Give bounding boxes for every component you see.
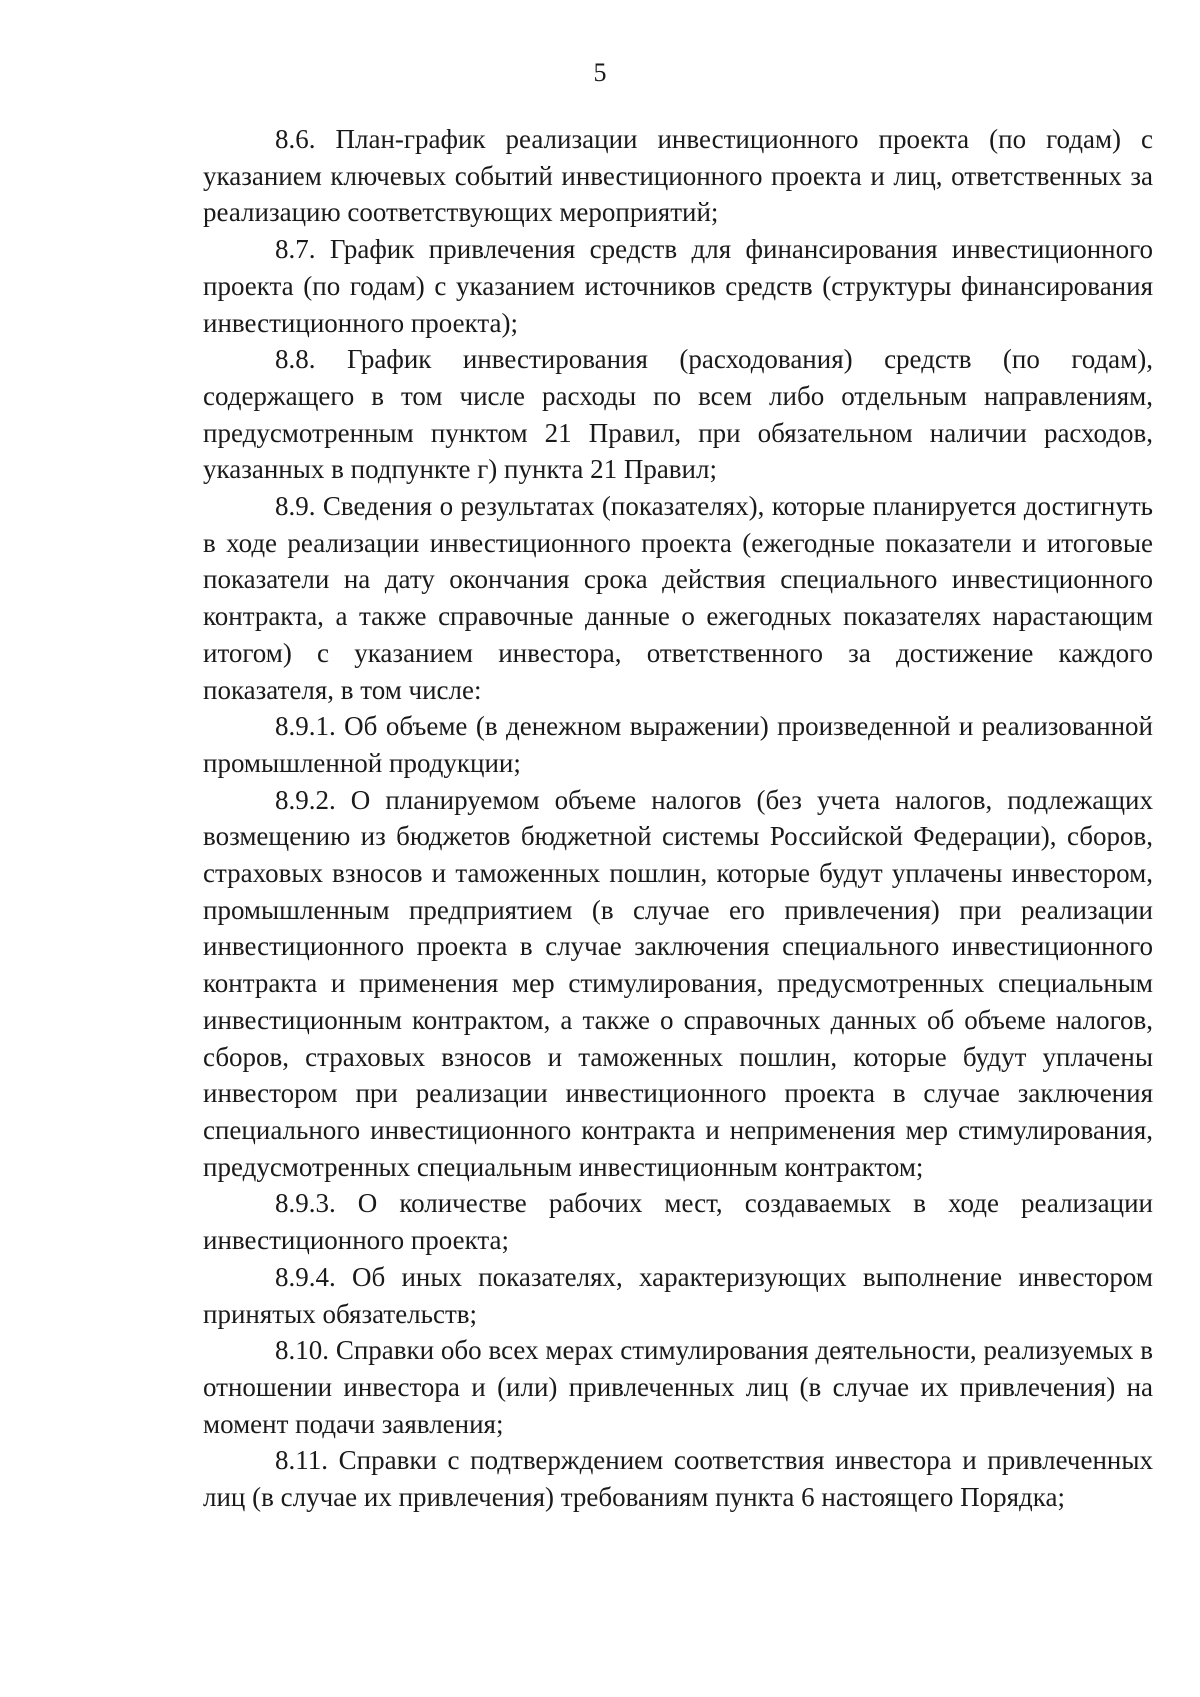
paragraph-8-6: 8.6. План-график реализации инвестиционного проекта (по годам) с указанием ключевых событий инвестиционного проекта и лиц, ответственных за реализацию соответствующих мероприятий; xyxy=(203,124,1153,228)
paragraph-8-9: 8.9. Сведения о результатах (показателях), которые планируется достигнуть в ходе реализации инвестиционного проекта (ежегодные показатели и итоговые показатели на дату окончания срока действия специального инвестиционного контракта, а также справочные данные о ежегодных показателях нарастающим итогом) с указанием инвестора, ответственного за достижение каждого показателя, в том числе: xyxy=(203,491,1153,705)
document-body xyxy=(203,121,1153,1516)
paragraph-8-9-3: 8.9.3. О количестве рабочих мест, создаваемых в ходе реализации инвестиционного проекта; xyxy=(203,1188,1153,1256)
paragraph-8-8: 8.8. График инвестирования (расходования) средств (по годам), содержащего в том числе расходы по всем либо отдельным направлениям, предусмотренным пунктом 21 Правил, при обязательном наличии расходов, указанных в подпункте г) пункта 21 Правил; xyxy=(203,344,1153,485)
paragraph-8-11: 8.11. Справки с подтверждением соответствия инвестора и привлеченных лиц (в случае их привлечения) требованиям пункта 6 настоящего Порядка; xyxy=(203,1445,1153,1513)
paragraph-8-9-4: 8.9.4. Об иных показателях, характеризующих выполнение инвестором принятых обязательств; xyxy=(203,1261,1153,1329)
paragraph-8-10: 8.10. Справки обо всех мерах стимулирования деятельности, реализуемых в отношении инвестора и (или) привлеченных лиц (в случае их привлечения) на момент подачи заявления; xyxy=(203,1335,1153,1439)
paragraph-8-9-2: 8.9.2. О планируемом объеме налогов (без учета налогов, подлежащих возмещению из бюджетов бюджетной системы Российской Федерации), сборов, страховых взносов и таможенных пошлин, которые будут уплачены инвестором, промышленным предприятием (в случае его привлечения) при реализации инвестиционного проекта в случае заключения специального инвестиционного контракта и применения мер стимулирования, предусмотренных специальным инвестиционным контрактом, а также о справочных данных об объеме налогов, сборов, страховых взносов и таможенных пошлин, которые будут уплачены инвестором при реализации инвестиционного проекта в случае заключения специального инвестиционного контракта и неприменения мер стимулирования, предусмотренных специальным инвестиционным контрактом; xyxy=(203,784,1153,1182)
paragraph-8-7: 8.7. График привлечения средств для финансирования инвестиционного проекта (по годам) с указанием источников средств (структуры финансирования инвестиционного проекта); xyxy=(203,234,1153,338)
paragraph-8-9-1: 8.9.1. Об объеме (в денежном выражении) произведенной и реализованной промышленной продукции; xyxy=(203,711,1153,778)
page-number: 5 xyxy=(593,58,607,87)
